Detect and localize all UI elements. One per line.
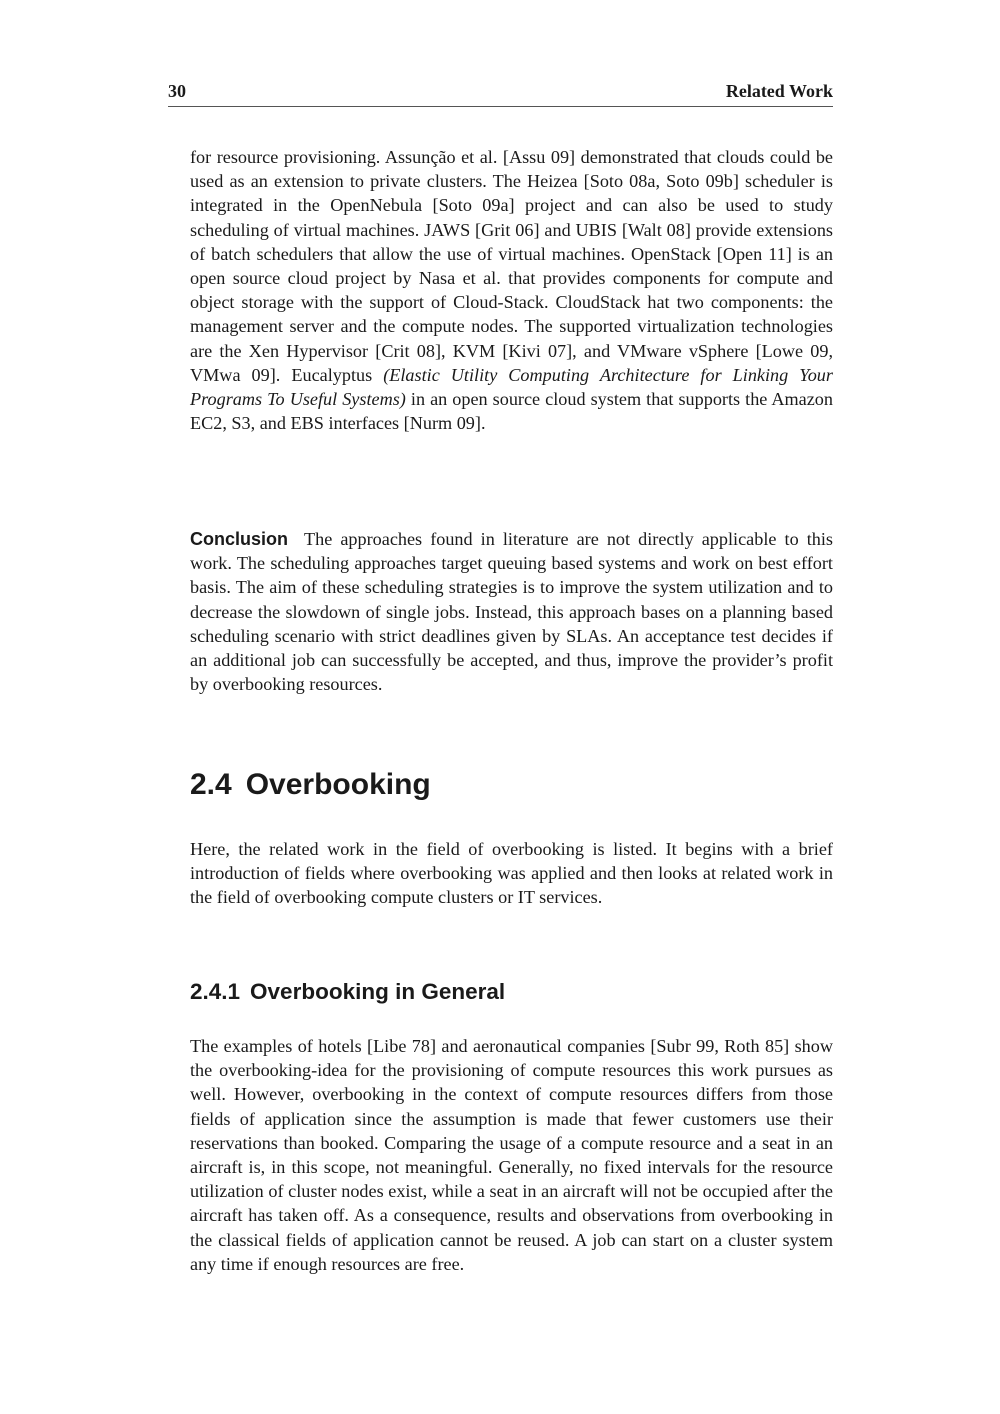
paragraph-conclusion (190, 527, 833, 696)
section-heading-overbooking (190, 765, 431, 805)
paragraph-text: for resource provisioning. Assunção et al. [Assu 09] demonstrated that clouds could be used as an extension to private clusters. The Heizea [Soto 08a, Soto 09b] scheduler is integrated in the OpenNebula [Soto 09a] project and can also be used to study scheduling of virtual machines. JAWS [Grit 06] and UBIS [Walt 08] provide extensions of batch schedulers that allow the use of virtual machines. OpenStack [Open 11] is an open source cloud project by Nasa et al. that provides components for compute and object storage with the support of Cloud-Stack. CloudStack hat two components: the management server and the compute nodes. The supported virtualization technologies are the Xen Hypervisor [Crit 08], KVM [Kivi 07], and VMware vSphere [Lowe 09, VMwa 09]. Eucalyptus (190, 147, 833, 385)
subsection-title: Overbooking in General (250, 979, 506, 1004)
conclusion-run-in-heading: Conclusion (190, 529, 288, 549)
section-title: Overbooking (245, 768, 431, 801)
paragraph-overbooking-intro: Here, the related work in the field of overbooking is listed. It begins with a brief introduction of fields where overbooking was applied and then looks at related work in the field of overbooking compute clusters or IT services. (190, 839, 833, 908)
running-title: Related Work (725, 81, 833, 101)
subsection-number: 2.4.1 (190, 979, 241, 1004)
paragraph-overbooking-general: The examples of hotels [Libe 78] and aeronautical companies [Subr 99, Roth 85] show the overbooking-idea for the provisioning of compute resources this work pursues as well. However, overbooking in the context of compute resources differs from those fields of application since the assumption is made that fewer customers use their reservations than booked. Comparing the usage of a compute resource and a seat in an aircraft is, in this scope, not meaningful. Generally, no fixed intervals for the resource utilization of cluster nodes exist, while a seat in an aircraft will not be occupied after the aircraft has taken off. As a consequence, results and observations from overbooking in the classical fields of application cannot be reused. A job can start on a cluster system any time if enough resources are free. (190, 1036, 833, 1274)
page-header (168, 78, 833, 107)
eucalyptus-acronym-expansion: (Elastic Utility Computing Architecture for Linking Your Programs To Useful Systems) (190, 364, 833, 410)
paragraph-related-cloud-work (190, 145, 833, 435)
section-number: 2.4 (190, 768, 232, 801)
paragraph-text: in an open source cloud system that supports the Amazon EC2, S3, and EBS interfaces [Nurm 09]. (190, 389, 833, 434)
paragraph-text: The approaches found in literature are not directly applicable to this work. The scheduling approaches target queuing based systems and work on best effort basis. The aim of these scheduling strategies is to improve the system utilization and to decrease the slowdown of single jobs. Instead, this approach bases on a planning based scheduling scenario with strict deadlines given by SLAs. An acceptance test decides if an additional job can successfully be accepted, and thus, improve the provider’s profit by overbooking resources. (190, 529, 833, 695)
page-number: 30 (168, 81, 186, 101)
subsection-heading-overbooking-general (190, 977, 505, 1007)
